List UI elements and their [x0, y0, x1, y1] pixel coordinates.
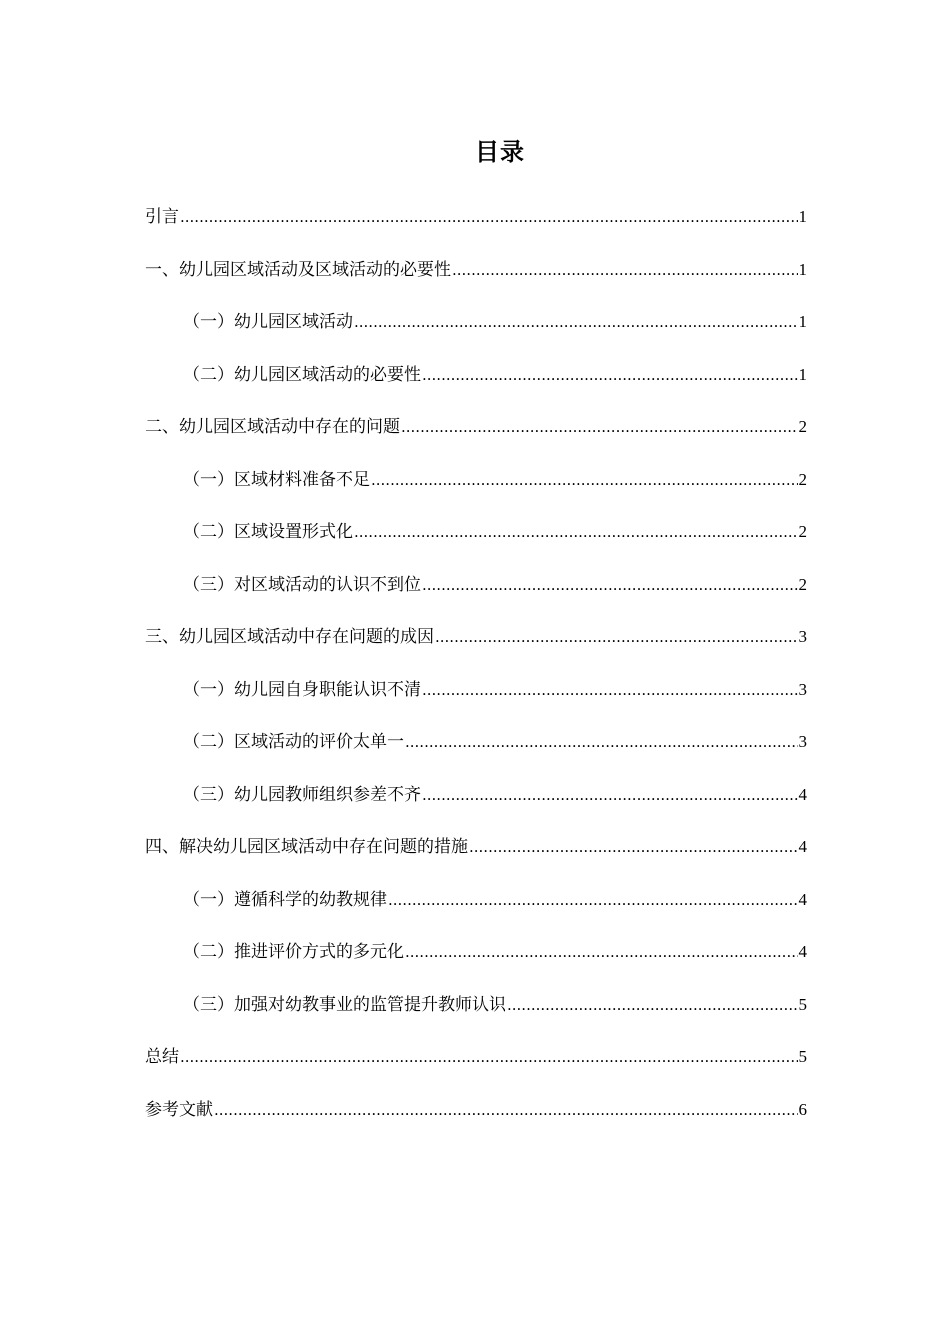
- toc-entry[interactable]: [145, 938, 807, 991]
- toc-entry[interactable]: [145, 571, 807, 624]
- toc-entry[interactable]: [145, 466, 807, 519]
- dot-leader: [469, 833, 798, 861]
- toc-entry-label: （二）幼儿园区域活动的必要性: [183, 364, 421, 385]
- toc-entry-page: 3: [798, 732, 807, 751]
- toc-list: [145, 203, 807, 1148]
- toc-entry[interactable]: [145, 518, 807, 571]
- toc-entry-page: 2: [798, 522, 807, 541]
- toc-entry-page: 2: [798, 574, 807, 594]
- toc-entry[interactable]: [145, 676, 807, 729]
- toc-entry[interactable]: [145, 623, 807, 676]
- toc-entry[interactable]: [145, 991, 807, 1044]
- toc-entry-label: 一、幼儿园区域活动及区域活动的必要性: [145, 259, 451, 280]
- toc-entry[interactable]: [145, 203, 807, 256]
- toc-entry[interactable]: [145, 833, 807, 886]
- dot-leader: [388, 886, 798, 914]
- dot-leader: [354, 518, 798, 546]
- toc-title: 目录: [475, 137, 525, 166]
- dot-leader: [422, 676, 798, 704]
- dot-leader: [354, 308, 798, 336]
- toc-entry[interactable]: [145, 728, 807, 781]
- toc-entry-page: 5: [798, 1047, 807, 1066]
- toc-entry-label: （二）区域设置形式化: [183, 522, 353, 542]
- dot-leader: [180, 1043, 798, 1071]
- dot-leader: [422, 781, 798, 809]
- toc-entry-label: 引言: [145, 207, 179, 227]
- toc-entry-label: 四、解决幼儿园区域活动中存在问题的措施: [145, 837, 468, 857]
- toc-entry-label: （三）加强对幼教事业的监管提升教师认识: [183, 994, 506, 1015]
- toc-entry-page: 1: [798, 312, 807, 331]
- toc-entry-label: （二）区域活动的评价太单一: [183, 732, 404, 752]
- toc-entry[interactable]: [145, 256, 807, 309]
- toc-entry[interactable]: [145, 361, 807, 414]
- toc-entry-page: 6: [798, 1099, 807, 1119]
- toc-entry-page: 1: [798, 207, 807, 226]
- dot-leader: [435, 623, 798, 651]
- toc-entry-label: （一）遵循科学的幼教规律: [183, 889, 387, 910]
- toc-entry-page: 3: [798, 679, 807, 699]
- dot-leader: [371, 466, 798, 494]
- toc-entry-label: （二）推进评价方式的多元化: [183, 942, 404, 962]
- dot-leader: [452, 256, 798, 284]
- toc-entry-page: 2: [798, 469, 807, 489]
- toc-entry-label: 二、幼儿园区域活动中存在的问题: [145, 417, 400, 437]
- dot-leader: [401, 413, 798, 441]
- dot-leader: [405, 938, 798, 966]
- toc-entry[interactable]: [145, 1096, 807, 1149]
- toc-entry-label: （一）区域材料准备不足: [183, 469, 370, 490]
- toc-entry[interactable]: [145, 413, 807, 466]
- toc-entry[interactable]: [145, 308, 807, 361]
- dot-leader: [180, 203, 798, 231]
- toc-entry-page: 3: [798, 627, 807, 646]
- toc-entry-label: （三）对区域活动的认识不到位: [183, 574, 421, 595]
- toc-entry-page: 2: [798, 417, 807, 436]
- toc-entry-page: 1: [798, 364, 807, 384]
- toc-entry-label: 三、幼儿园区域活动中存在问题的成因: [145, 627, 434, 647]
- dot-leader: [422, 361, 798, 389]
- toc-entry-page: 5: [798, 994, 807, 1014]
- toc-entry-label: （三）幼儿园教师组织参差不齐: [183, 784, 421, 805]
- toc-entry-page: 4: [798, 889, 807, 909]
- dot-leader: [405, 728, 798, 756]
- dot-leader: [422, 571, 798, 599]
- toc-entry-label: （一）幼儿园自身职能认识不清: [183, 679, 421, 700]
- toc-entry-page: 1: [798, 259, 807, 279]
- toc-entry-page: 4: [798, 837, 807, 856]
- toc-entry[interactable]: [145, 781, 807, 834]
- toc-entry-label: 参考文献: [145, 1099, 213, 1120]
- toc-entry-label: 总结: [145, 1047, 179, 1067]
- toc-entry-label: （一）幼儿园区域活动: [183, 312, 353, 332]
- dot-leader: [214, 1096, 798, 1124]
- toc-entry-page: 4: [798, 942, 807, 961]
- toc-entry[interactable]: [145, 886, 807, 939]
- toc-entry-page: 4: [798, 784, 807, 804]
- dot-leader: [507, 991, 798, 1019]
- toc-entry[interactable]: [145, 1043, 807, 1096]
